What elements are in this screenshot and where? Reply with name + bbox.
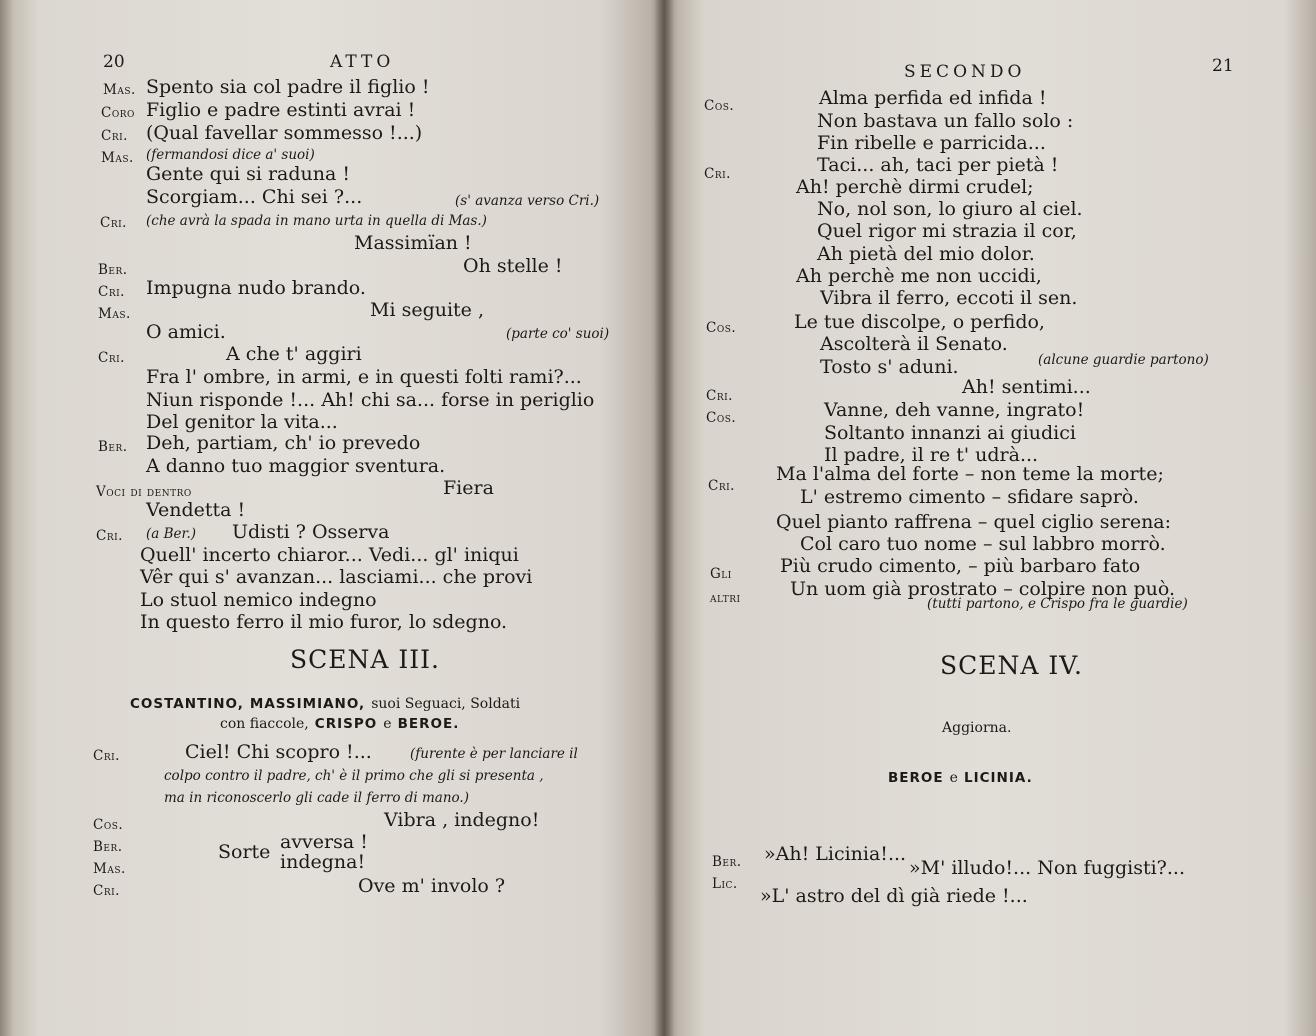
verse-line: Udisti ? Osserva xyxy=(232,521,390,543)
speaker-label: Cri. xyxy=(96,528,123,544)
speaker-label: Cri. xyxy=(101,128,128,144)
page-number: 21 xyxy=(1212,56,1234,76)
verse-line: Fin ribelle e parricida... xyxy=(817,132,1046,154)
speaker-label: Ber. xyxy=(712,854,742,870)
verse-line: Deh, partiam, ch' io prevedo xyxy=(146,432,421,454)
verse-line: Ciel! Chi scopro !... xyxy=(185,741,372,763)
speaker-label: Cri. xyxy=(98,350,125,366)
character-name: COSTANTINO, xyxy=(130,696,244,712)
verse-line: »M' illudo!... Non fuggisti?... xyxy=(909,857,1185,879)
verse-line: Soltanto innanzi ai giudici xyxy=(824,422,1076,444)
verse-line: Gente qui si raduna ! xyxy=(146,163,351,185)
verse-line: Ascolterà il Senato. xyxy=(820,333,1008,355)
speaker-label: Cos. xyxy=(704,98,735,114)
verse-line: Quell' incerto chiaror... Vedi... gl' iniqui xyxy=(140,544,519,566)
cast-text: con fiaccole, xyxy=(220,716,309,732)
cast-text: e xyxy=(383,716,392,732)
verse-line: Lo stuol nemico indegno xyxy=(140,589,377,611)
character-name: MASSIMIANO, xyxy=(249,696,366,712)
verse-line: Tosto s' aduni. xyxy=(820,356,959,378)
stage-direction: colpo contro il padre, ch' è il primo che gli si presenta , xyxy=(164,768,544,784)
speaker-label: Lic. xyxy=(712,876,738,892)
verse-line: Quel pianto raffrena – quel ciglio serena: xyxy=(776,511,1172,533)
speaker-label: Cri. xyxy=(93,748,120,764)
verse-line: Spento sia col padre il figlio ! xyxy=(146,76,430,98)
verse-line: Alma perfida ed infida ! xyxy=(819,87,1047,109)
verse-line: Vendetta ! xyxy=(146,499,246,521)
verse-line: A danno tuo maggior sventura. xyxy=(146,455,446,477)
verse-line: Fra l' ombre, in armi, e in questi folti rami?... xyxy=(146,366,582,388)
right-page xyxy=(664,0,1316,1036)
speaker-label: Cos. xyxy=(706,410,737,426)
character-name: CRISPO xyxy=(314,716,378,732)
verse-line: avversa ! xyxy=(280,831,368,853)
speaker-label: Voci di dentro xyxy=(96,484,192,500)
speaker-label: Mas. xyxy=(98,306,131,322)
verse-line: Vibra , indegno! xyxy=(384,809,540,831)
verse-line: Col caro tuo nome – sul labbro morrò. xyxy=(800,533,1166,555)
verse-line: Vêr qui s' avanzan... lasciami... che provi xyxy=(140,566,533,588)
stage-direction: (fermandosi dice a' suoi) xyxy=(146,147,315,163)
cast-text: e xyxy=(949,770,958,786)
verse-line: Taci... ah, taci per pietà ! xyxy=(817,154,1059,176)
verse-line: Ah perchè me non uccidi, xyxy=(796,265,1042,287)
verse-line: Non bastava un fallo solo : xyxy=(817,110,1074,132)
speaker-label: Cri. xyxy=(706,388,733,404)
speaker-label: Mas. xyxy=(103,82,136,98)
verse-line: Fiera xyxy=(443,477,494,499)
scene-title: SCENA III. xyxy=(290,645,440,674)
speaker-label: Ber. xyxy=(93,839,123,855)
cast-text: suoi Seguaci, Soldati xyxy=(371,696,521,712)
verse-line: Oh stelle ! xyxy=(463,255,563,277)
speaker-label: Cos. xyxy=(93,817,124,833)
verse-line: Ah pietà del mio dolor. xyxy=(817,243,1035,265)
verse-line: Figlio e padre estinti avrai ! xyxy=(146,99,416,121)
running-header: ATTO xyxy=(330,52,395,72)
speaker-label: Cri. xyxy=(93,883,120,899)
speaker-label: Mas. xyxy=(93,861,126,877)
verse-line: indegna! xyxy=(280,851,366,873)
verse-word: Sorte xyxy=(218,841,271,863)
verse-line: No, nol son, lo giuro al ciel. xyxy=(817,198,1083,220)
scene-setting: Aggiorna. xyxy=(942,720,1012,736)
cast-list xyxy=(130,692,520,714)
cast-list xyxy=(888,766,1033,788)
character-name: BEROE xyxy=(888,770,944,786)
verse-line: Vibra il ferro, eccoti il sen. xyxy=(820,287,1078,309)
verse-line: Un uom già prostrato – colpire non può. xyxy=(790,578,1176,600)
running-header: SECONDO xyxy=(904,62,1026,82)
verse-line: Le tue discolpe, o perfido, xyxy=(794,311,1045,333)
verse-line: O amici. xyxy=(146,321,226,343)
stage-direction: (furente è per lanciare il xyxy=(410,746,578,762)
verse-line: (Qual favellar sommesso !...) xyxy=(146,122,423,144)
speaker-label: Cri. xyxy=(100,215,127,231)
verse-line: »Ah! Licinia!... xyxy=(764,843,907,865)
speaker-label: Cri. xyxy=(98,284,125,300)
stage-direction: (che avrà la spada in mano urta in quella di Mas.) xyxy=(146,213,487,229)
verse-line: Il padre, il re t' udrà... xyxy=(824,444,1039,466)
verse-line: »L' astro del dì già riede !... xyxy=(760,885,1028,907)
character-name: BEROE. xyxy=(397,716,460,732)
verse-line: Quel rigor mi strazia il cor, xyxy=(817,220,1077,242)
verse-line: Più crudo cimento, – più barbaro fato xyxy=(780,555,1141,577)
verse-line: Niun risponde !... Ah! chi sa... forse in periglio xyxy=(146,389,595,411)
speaker-label: Cri. xyxy=(704,166,731,182)
stage-direction: (a Ber.) xyxy=(146,526,197,542)
speaker-label: altri xyxy=(710,590,741,606)
character-name: LICINIA. xyxy=(964,770,1033,786)
verse-line: Ah! perchè dirmi crudel; xyxy=(796,176,1034,198)
speaker-label: Coro xyxy=(101,105,135,121)
scene-title: SCENA IV. xyxy=(940,651,1083,680)
verse-line: L' estremo cimento – sfidare saprò. xyxy=(800,486,1139,508)
speaker-label: Ber. xyxy=(98,262,128,278)
speaker-label: Cri. xyxy=(708,478,735,494)
stage-direction: (alcune guardie partono) xyxy=(1038,352,1209,368)
verse-line: Vanne, deh vanne, ingrato! xyxy=(824,399,1085,421)
speaker-label: Ber. xyxy=(98,439,128,455)
verse-line: Massimïan ! xyxy=(354,232,472,254)
verse-line: Ah! sentimi... xyxy=(962,376,1091,398)
verse-line: Ma l'alma del forte – non teme la morte; xyxy=(776,463,1164,485)
book-gutter xyxy=(654,0,674,1036)
speaker-label: Cos. xyxy=(706,320,737,336)
stage-direction: (tutti partono, e Crispo fra le guardie) xyxy=(927,596,1188,612)
stage-direction: ma in riconoscerlo gli cade il ferro di mano.) xyxy=(164,790,469,806)
verse-line: Impugna nudo brando. xyxy=(146,277,366,299)
cast-list xyxy=(220,712,459,734)
speaker-label: Gli xyxy=(710,566,732,582)
page-number: 20 xyxy=(103,52,125,72)
verse-line: Scorgiam... Chi sei ?... xyxy=(146,186,363,208)
verse-line: Del genitor la vita... xyxy=(146,411,338,433)
speaker-label: Mas. xyxy=(101,150,134,166)
verse-line: Ove m' involo ? xyxy=(358,875,506,897)
stage-direction: (parte co' suoi) xyxy=(506,326,610,342)
verse-line: A che t' aggiri xyxy=(226,343,362,365)
verse-line: In questo ferro il mio furor, lo sdegno. xyxy=(140,611,508,633)
stage-direction: (s' avanza verso Cri.) xyxy=(455,193,600,209)
verse-line: Mi seguite , xyxy=(370,299,484,321)
